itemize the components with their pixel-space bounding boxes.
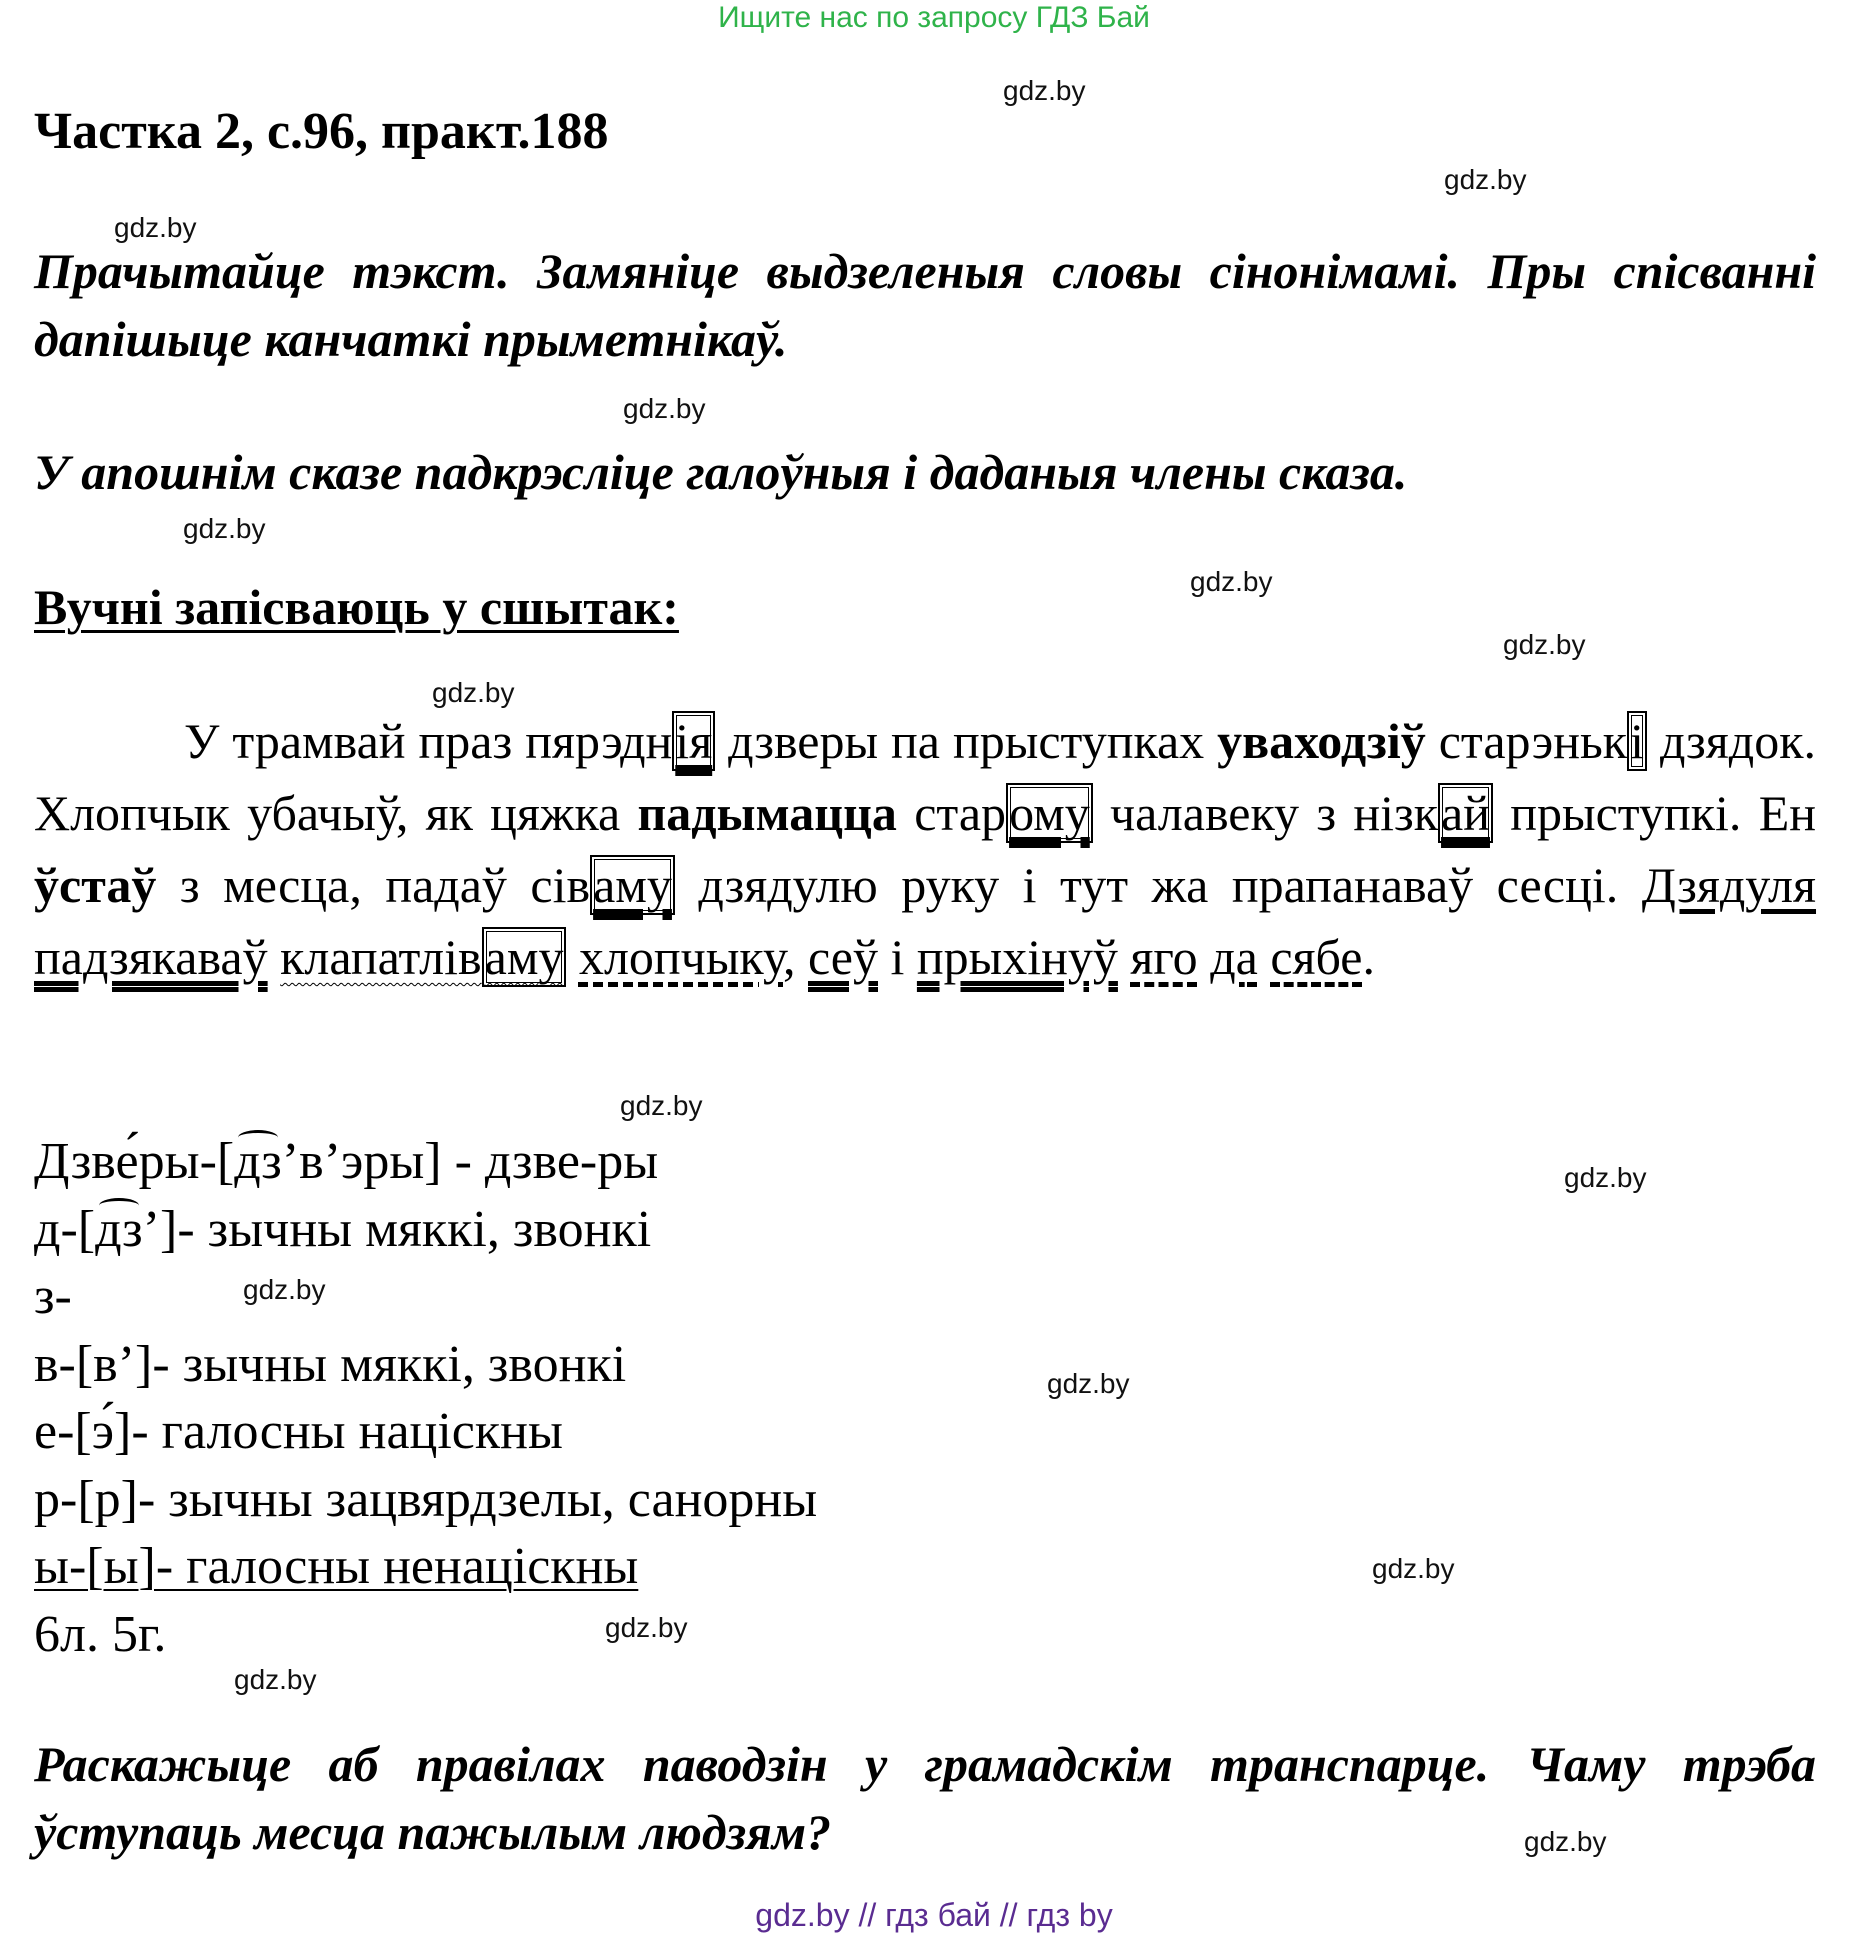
attribute: клапатлів	[280, 929, 482, 985]
watermark: gdz.by	[1003, 75, 1086, 106]
watermark: gdz.by	[234, 1664, 317, 1695]
object: хлопчыку	[578, 929, 783, 985]
task-instruction-3: Раскажыце аб правілах паводзін у грамадскім транспарце. Чаму трэба ўступаць месца пажылым людзям?	[34, 1736, 1816, 1860]
watermark: gdz.by	[620, 1090, 703, 1121]
ending-box: ому	[1006, 783, 1093, 843]
task-instruction-1: Прачытайце тэкст. Замяніце выдзеленыя словы сінонімамі. Пры спісванні дапішыце канчаткі прыметнікаў.	[34, 243, 1816, 367]
phonetic-line: з-	[34, 1268, 72, 1325]
ending-box: ія	[672, 711, 715, 771]
watermark: gdz.by	[605, 1612, 688, 1643]
ending-box: ай	[1438, 783, 1493, 843]
task-instruction-2: У апошнім сказе падкрэсліце галоўныя і даданыя члены сказа.	[34, 444, 1408, 500]
watermark: gdz.by	[1372, 1553, 1455, 1584]
ending-box: аму	[482, 927, 567, 987]
affricate-mark: дз	[234, 1128, 282, 1196]
watermark: gdz.by	[1564, 1162, 1647, 1193]
watermark: gdz.by	[243, 1274, 326, 1305]
adverbial: да	[1210, 929, 1258, 985]
section-heading: Вучні запісваюць у сшытак:	[34, 579, 679, 635]
phonetic-line: Дзве́ры-[дз’в’эры] - дзве-ры	[34, 1128, 817, 1196]
watermark: gdz.by	[1444, 164, 1527, 195]
page-title: Частка 2, с.96, практ.188	[34, 103, 609, 160]
phonetic-analysis	[34, 1128, 817, 1668]
predicate: падзякаваў	[34, 929, 268, 985]
watermark: gdz.by	[1503, 629, 1586, 660]
highlighted-word: ўстаў	[34, 857, 157, 913]
affricate-mark: дз	[95, 1196, 143, 1264]
ending-box: аму	[590, 855, 675, 915]
predicate: сеў	[808, 929, 878, 985]
phonetic-line: е-[э́]- галосны націскны	[34, 1403, 563, 1460]
watermark: gdz.by	[1047, 1368, 1130, 1399]
adverbial: сябе	[1270, 929, 1363, 985]
ending-box: і	[1627, 711, 1647, 771]
top-banner: Ищите нас по запросу ГДЗ Бай	[718, 1, 1150, 34]
footer-links[interactable]: gdz.by // гдз бай // гдз by	[755, 1897, 1113, 1933]
phonetic-line: ы-[ы]- галосны ненаціскны	[34, 1538, 639, 1595]
phonetic-line: 6л. 5г.	[34, 1605, 167, 1663]
watermark: gdz.by	[623, 393, 706, 424]
watermark: gdz.by	[114, 212, 197, 243]
watermark: gdz.by	[183, 513, 266, 544]
highlighted-word: падымацца	[637, 785, 897, 841]
watermark: gdz.by	[432, 677, 515, 708]
highlighted-word: уваходзіў	[1217, 713, 1426, 769]
exercise-text: У трамвай праз пярэднія дзверы па прыступках уваходзіў старэнькі дзядок. Хлопчык убачыў, як цяжка падымацца старому чалавеку з нізкай прыступкі. Ен ўстаў з месца, падаў сіваму дзядулю руку і тут жа прапанаваў сесці. Дзядуля падзякаваў клапатліваму хлопчыку, сеў і прыхінуў яго да сябе.	[34, 713, 1817, 985]
subject: Дзядуля	[1641, 857, 1817, 913]
phonetic-line: в-[в’]- зычны мяккі, звонкі	[34, 1335, 627, 1393]
phonetic-line: р-[р]- зычны зацвярдзелы, санорны	[34, 1470, 818, 1528]
watermark: gdz.by	[1524, 1826, 1607, 1857]
phonetic-line: д-[дз’]- зычны мяккі, звонкі	[34, 1196, 817, 1264]
predicate: прыхінуў	[916, 929, 1118, 985]
watermark: gdz.by	[1190, 566, 1273, 597]
object: яго	[1130, 929, 1198, 985]
